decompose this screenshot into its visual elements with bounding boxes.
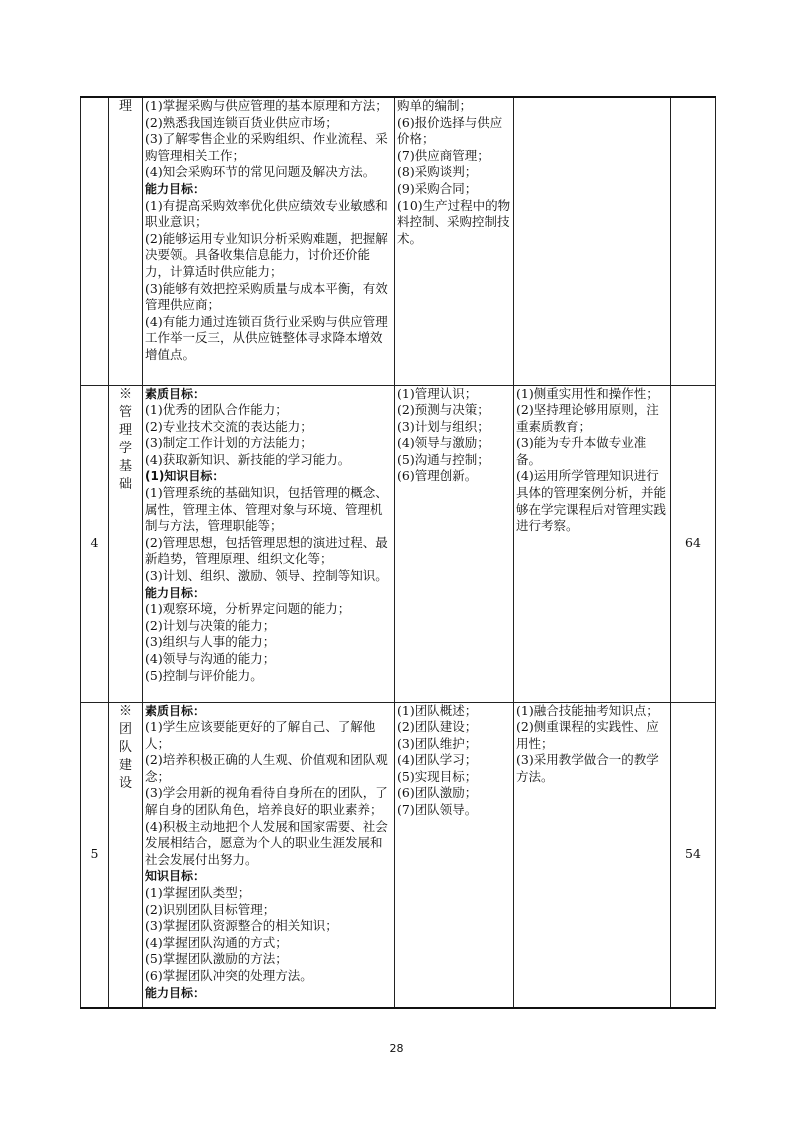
list-item: (3)采用教学做合一的教学方法。 — [516, 752, 659, 784]
list-item: (5)控制与评价能力。 — [145, 667, 263, 683]
list-item: (2)侧重课程的实践性、应用性； — [516, 719, 659, 751]
course-number: 5 — [81, 702, 109, 1008]
course-goals — [143, 385, 395, 702]
course-table — [80, 96, 716, 1009]
table-row — [81, 385, 716, 702]
list-item: (2)培养积极正确的人生观、价值观和团队观念； — [145, 752, 388, 784]
list-item: (4)掌握团队沟通的方式； — [145, 934, 288, 950]
list-item: (4)领导与沟通的能力； — [145, 651, 276, 666]
table-row — [81, 702, 716, 1008]
list-item: (4)领导与激励； — [397, 435, 490, 451]
list-item: (1)团队概述； — [397, 702, 478, 718]
list-item: (2)熟悉我国连锁百货业供应市场； — [145, 114, 338, 130]
list-item: (9)采购合同； — [397, 180, 478, 196]
list-item: 购单的编制； — [397, 98, 473, 113]
list-item: (4)获取新知识、新技能的学习能力。 — [145, 451, 351, 467]
section-heading: 能力目标： — [145, 181, 206, 196]
list-item: (1)侧重实用性和操作性； — [516, 385, 659, 401]
table-row — [81, 97, 716, 385]
list-item: (3)计划、组织、激励、领导、控制等知识。 — [145, 568, 388, 584]
section-heading: 能力目标： — [145, 985, 206, 1000]
list-item: (1)学生应该要能更好的了解自己、了解他人； — [145, 719, 376, 751]
list-item: (5)掌握团队激励的方法； — [145, 951, 288, 967]
list-item: (10)生产过程中的物料控制、采购控制技术。 — [397, 197, 511, 246]
course-number: 4 — [81, 385, 109, 702]
course-name: 理 — [109, 97, 143, 385]
section-heading: (1)知识目标： — [145, 469, 225, 484]
course-name: ※管理学基础 — [109, 385, 143, 702]
course-content — [395, 385, 514, 702]
list-item: (2)预测与决策； — [397, 402, 490, 418]
list-item: (7)供应商管理； — [397, 147, 490, 163]
teaching-requirements — [514, 385, 671, 702]
list-item: (1)管理系统的基础知识，包括管理的概念、属性，管理主体、管理对象与环境、管理机制与方法，管理职能等； — [145, 485, 388, 534]
course-goals — [143, 702, 395, 1008]
list-item: (2)识别团队目标管理； — [145, 901, 276, 917]
section-heading: 素质目标： — [145, 703, 206, 718]
list-item: (8)采购谈判； — [397, 164, 478, 180]
section-heading: 能力目标： — [145, 585, 206, 600]
list-item: (1)掌握采购与供应管理的基本原理和方法； — [145, 98, 388, 113]
list-item: (1)管理认识； — [397, 385, 478, 401]
list-item: (4)知会采购环节的常见问题及解决方法。 — [145, 164, 376, 180]
list-item: (1)融合技能抽考知识点； — [516, 702, 659, 718]
list-item: (2)坚持理论够用原则，注重素质教育； — [516, 402, 659, 434]
course-hours — [671, 97, 716, 385]
list-item: (4)有能力通过连锁百货行业采购与供应管理工作举一反三，从供应链整体寻求降本增效增值点。 — [145, 313, 388, 362]
section-heading: 素质目标： — [145, 386, 206, 401]
list-item: (3)掌握团队资源整合的相关知识； — [145, 918, 338, 934]
list-item: (1)掌握团队类型； — [145, 885, 251, 901]
list-item: (3)能够有效把控采购质量与成本平衡，有效管理供应商； — [145, 280, 388, 313]
list-item: (3)团队维护； — [397, 735, 478, 751]
list-item: (6)报价选择与供应价格； — [397, 114, 503, 147]
teaching-requirements — [514, 702, 671, 1008]
course-hours: 54 — [671, 702, 716, 1008]
section-heading: 知识目标： — [145, 869, 206, 884]
list-item: (1)优秀的团队合作能力； — [145, 402, 288, 418]
list-item: (2)计划与决策的能力； — [145, 617, 276, 633]
course-content — [395, 97, 514, 385]
list-item: (6)掌握团队冲突的处理方法。 — [145, 968, 313, 983]
course-goals — [143, 97, 395, 385]
list-item: (5)实现目标； — [397, 768, 478, 784]
list-item: (4)积极主动地把个人发展和国家需要、社会发展相结合，愿意为个人的职业生涯发展和社会发展付出努力。 — [145, 818, 388, 867]
list-item: (2)专业技术交流的表达能力； — [145, 418, 313, 434]
list-item: (2)管理思想，包括管理思想的演进过程、最新趋势，管理原理、组织文化等； — [145, 534, 388, 567]
list-item: (5)沟通与控制； — [397, 451, 490, 467]
list-item: (6)管理创新。 — [397, 468, 478, 484]
teaching-requirements — [514, 97, 671, 385]
list-item: (6)团队激励； — [397, 785, 478, 801]
list-item: (3)学会用新的视角看待自身所在的团队，了解自身的团队角色，培养良好的职业素养； — [145, 785, 388, 818]
list-item: (2)团队建设； — [397, 719, 478, 735]
list-item: (3)组织与人事的能力； — [145, 634, 276, 650]
list-item: (1)观察环境，分析界定问题的能力； — [145, 601, 351, 617]
list-item: (3)计划与组织； — [397, 418, 490, 434]
list-item: (1)有提高采购效率优化供应绩效专业敏感和职业意识； — [145, 197, 388, 230]
list-item: (3)了解零售企业的采购组织、作业流程、采购管理相关工作； — [145, 131, 388, 163]
list-item: (7)团队领导。 — [397, 802, 478, 818]
course-hours: 64 — [671, 385, 716, 702]
list-item: (3)能为专升本做专业准备。 — [516, 435, 647, 467]
page-number: 28 — [389, 1042, 404, 1055]
list-item: (2)能够运用专业知识分析采购难题，把握解决要领。具备收集信息能力，讨价还价能力，计算适时供应能力； — [145, 230, 388, 279]
list-item: (4)团队学习； — [397, 752, 478, 768]
course-name: ※团队建设 — [109, 702, 143, 1008]
course-content — [395, 702, 514, 1008]
list-item: (4)运用所学管理知识进行具体的管理案例分析，并能够在学完课程后对管理实践进行考察。 — [516, 468, 667, 534]
list-item: (3)制定工作计划的方法能力； — [145, 435, 313, 451]
course-number — [81, 97, 109, 385]
